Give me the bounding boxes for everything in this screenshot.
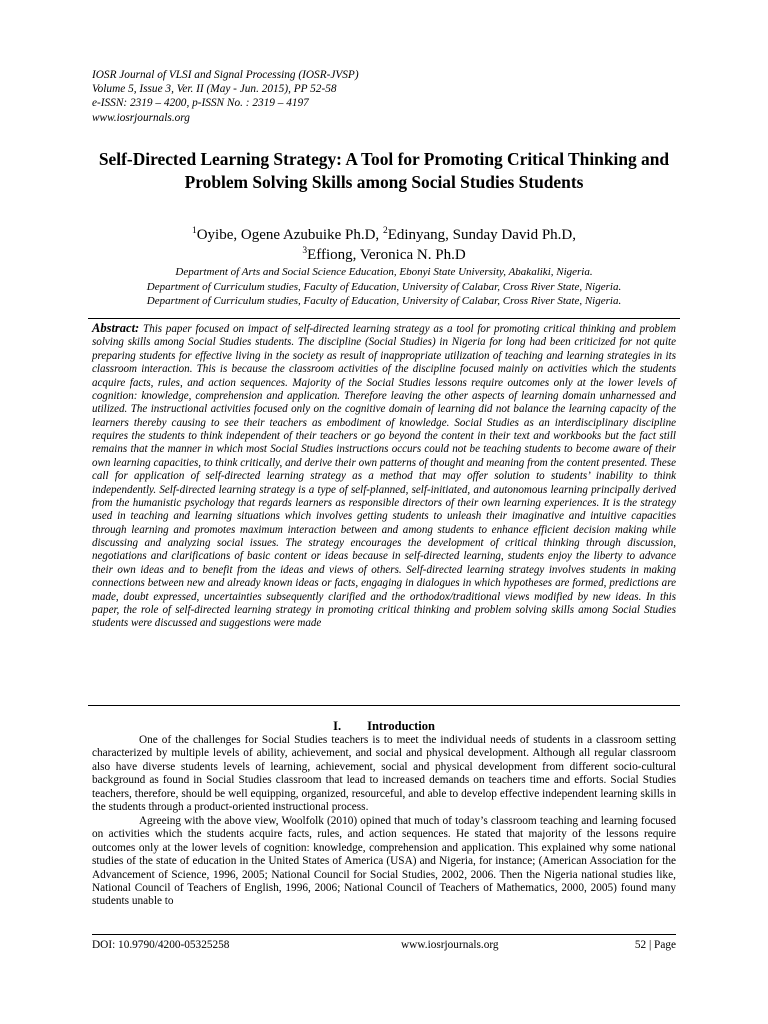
author-2: Edinyang, Sunday David Ph.D, <box>387 227 577 243</box>
abstract-label: Abstract: <box>92 321 140 335</box>
author-3-superscript: 3 <box>302 246 308 256</box>
footer-divider <box>92 934 676 935</box>
affiliations <box>92 265 676 309</box>
journal-name: IOSR Journal of VLSI and Signal Processing (IOSR-JVSP) <box>92 69 359 81</box>
author-line-1 <box>92 225 676 245</box>
abstract <box>92 322 676 631</box>
author-list <box>92 225 676 265</box>
author-line-2 <box>92 245 676 265</box>
section-number: I. <box>333 719 342 733</box>
page-footer <box>92 938 676 952</box>
affiliation-2: Department of Curriculum studies, Faculty of Education, University of Calabar, Cross River State, Nigeria. <box>146 280 622 293</box>
section-heading <box>92 718 676 734</box>
intro-paragraph-1: One of the challenges for Social Studies teachers is to meet the individual needs of students in a classroom setting characterized by multiple levels of ability, achievement, and social and physical development. Although all regular classroom also have diverse students levels of learning, achievement, social and physical development from different socio-cultural background as found in Social Studies classroom that lead to increased demands on teachers time and efforts. Social Studies teachers, therefore, should be well equipping, organized, resourceful, and able to develop effective independent learning skills in the students through a product-oriented instructional process. <box>92 734 676 814</box>
footer-website: www.iosrjournals.org <box>401 939 499 951</box>
journal-header <box>92 68 512 125</box>
journal-issn: e-ISSN: 2319 – 4200, p-ISSN No. : 2319 – 4197 <box>92 97 309 110</box>
author-1-superscript: 1 <box>191 226 197 236</box>
abstract-text: This paper focused on impact of self-directed learning strategy as a tool for promoting critical thinking and problem solving skills among Social Studies students. The discipline (Social Studies) in Nigeria for long had been criticized for not quite preparing students for effective living in the society as result of inappropriate utilization of teaching and learning strategies in its classroom interaction. This is because the classroom activities of the discipline focused mainly on activities which the students acquire facts, rules, and action sequences. Majority of the Social Studies lessons require outcomes only at the lower levels of cognition: knowledge, comprehension and application. Therefore leaving the other aspects of learning domain unharnessed and utilized. The instructional activities focused only on the cognitive domain of learning did not balance the learning capacity of the learners thereby causing to see their teachers as embodiment of knowledge. Social Studies as an interdisciplinary discipline requires the students to think independent of their teachers or go beyond the content in their text and workbooks but the fact still remains that the manner in which most Social Studies instructions occurs could not be teaching students to become aware of their own learning capacities, to think critically, and derive their own patterns of thought and meaning from the content presented. These call for application of self-directed learning strategy as a method that may offer solution to students’ inability to think independently. Self-directed learning strategy is a type of self-planned, self-initiated, and autonomous learning principally derived from the humanistic psychology that regards learners as responsible directors of their own learning experiences. It is the strategy used in teaching and learning situations which involves getting students to unleash their imaginative and intuitive capacities through learning and promotes maximum interaction between and among students to enhance efficient decision making while discussing and analyzing social issues. The strategy encourages the development of critical thinking through discussion, negotiations and clarifications of basic content or ideas because in self-directed learning, students enjoy the liberty to advance their own ideas and to benefit from the ideas and views of others. Self-directed learning strategy involves students in making connections between new and already known ideas or facts, engaging in dialogues in which hypotheses are formed, predictions are made, doubt expressed, uncertainties subsequently clarified and the orthodox/traditional views modified by new ideas. In this paper, the role of self-directed learning strategy in promoting critical thinking and problem solving skills among Social Studies students were discussed and suggestions were made <box>92 323 676 630</box>
author-3: Effiong, Veronica N. Ph.D <box>307 247 466 263</box>
footer-doi: DOI: 10.9790/4200-05325258 <box>92 939 230 951</box>
author-2-superscript: 2 <box>382 226 388 236</box>
intro-paragraph-2: Agreeing with the above view, Woolfolk (2010) opined that much of today’s classroom teaching and learning focused on activities which the students acquire facts, rules, and action sequences. He stated that majority of the lessons require outcomes only at the lower levels of cognition: knowledge, comprehension and application. This explained why some national studies of the state of education in the United States of America (USA) and Nigeria, for instance; (American Association for the Advancement of Science, 1996, 2005; National Council for Social Studies, 2002, 2006. Then the Nigeria national studies like, National Council of Teachers of English, 1996, 2006; National Council of Teachers of Mathematics, 2000, 2005) found many students unable to <box>92 814 676 908</box>
introduction-body <box>92 734 676 909</box>
footer-page-number: 52 | Page <box>634 939 676 951</box>
paper-title: Self-Directed Learning Strategy: A Tool for Promoting Critical Thinking and Problem Solving Skills among Social Studies Students <box>98 149 670 192</box>
affiliation-3: Department of Curriculum studies, Faculty of Education, University of Calabar, Cross River State, Nigeria. <box>146 295 622 307</box>
affiliation-1: Department of Arts and Social Science Education, Ebonyi State University, Abakaliki, Nigeria. <box>175 266 593 278</box>
section-title: Introduction <box>367 719 435 733</box>
journal-volume: Volume 5, Issue 3, Ver. II (May - Jun. 2015), PP 52-58 <box>92 83 337 96</box>
journal-website: www.iosrjournals.org <box>92 111 190 124</box>
author-1: Oyibe, Ogene Azubuike Ph.D, <box>196 227 383 243</box>
